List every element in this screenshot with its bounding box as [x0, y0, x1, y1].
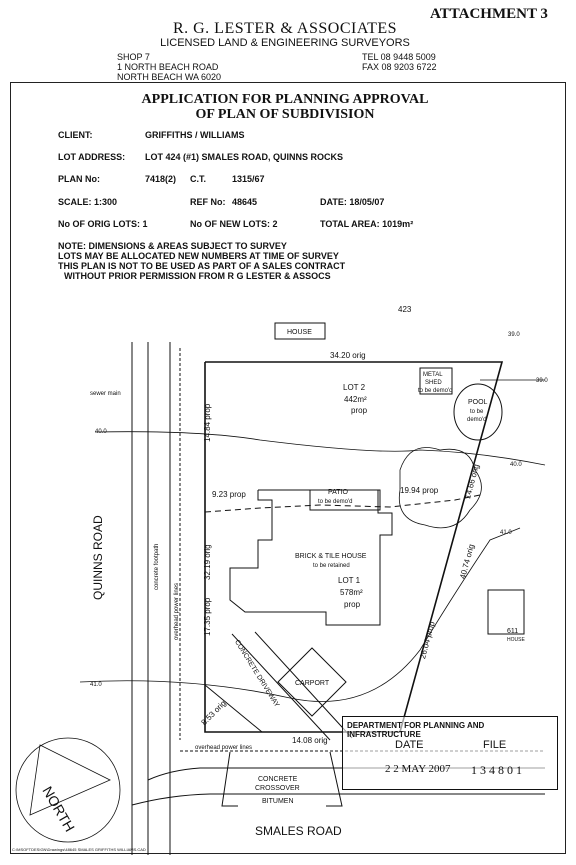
- lot1-label: LOT 1: [338, 576, 361, 585]
- dpi-stamp: [342, 716, 558, 790]
- ref-label: REF No:: [190, 197, 226, 207]
- attachment-label: ATTACHMENT 3: [430, 6, 548, 22]
- house-label: BRICK & TILE HOUSE: [295, 553, 367, 560]
- shed-label: to be demo'd: [418, 388, 453, 394]
- firm-name: R. G. LESTER & ASSOCIATES: [172, 20, 398, 37]
- contour-41b: 41.0: [500, 530, 512, 536]
- sewer-label: sewer main: [90, 391, 121, 397]
- client-value: GRIFFITHS / WILLIAMS: [145, 130, 245, 140]
- bitumen-label: BITUMEN: [262, 798, 294, 805]
- contour-39b: 39.0: [536, 378, 548, 384]
- pool-label: to be: [470, 409, 484, 415]
- contour-40b: 40.0: [510, 462, 522, 468]
- power-h-label: overhead power lines: [195, 745, 253, 751]
- crossover-edge: [326, 752, 342, 806]
- plan-value: 7418(2): [145, 174, 177, 184]
- lot-address-value: LOT 424 (#1) SMALES ROAD, QUINNS ROCKS: [145, 152, 344, 162]
- scale: SCALE: 1:300: [58, 197, 118, 207]
- lot2-label: LOT 2: [343, 383, 366, 392]
- note-line: THIS PLAN IS NOT TO BE USED AS PART OF A SALES CONTRACT: [58, 261, 346, 271]
- lot2-prop: prop: [351, 406, 368, 415]
- new-lots: No OF NEW LOTS: 2: [190, 219, 278, 229]
- address-line: SHOP 7: [117, 52, 150, 62]
- north-arrow: [30, 745, 110, 815]
- ct-label: C.T.: [190, 174, 207, 184]
- stamp-file-label: FILE: [483, 739, 507, 751]
- patio-label: to be demo'd: [318, 499, 353, 505]
- lot-boundary: [205, 362, 502, 732]
- crossover-label: CONCRETE: [258, 776, 298, 783]
- date: DATE: 18/05/07: [320, 197, 385, 207]
- title-line-1: APPLICATION FOR PLANNING APPROVAL: [141, 92, 429, 107]
- note-line: LOTS MAY BE ALLOCATED NEW NUMBERS AT TIME OF SURVEY: [58, 251, 339, 261]
- lot611-label: HOUSE: [507, 637, 525, 643]
- pool-label: demo'd: [467, 417, 487, 423]
- lot-address-label: LOT ADDRESS:: [58, 152, 126, 162]
- shed-label: SHED: [425, 380, 442, 386]
- dim-1408: 14.08 orig: [292, 736, 328, 745]
- footpath-label: concrete footpath: [154, 543, 160, 590]
- dim-1994: 19.94 prop: [400, 486, 439, 495]
- stamp-dept: DEPARTMENT FOR PLANNING AND INFRASTRUCTURE: [347, 721, 485, 739]
- ct-value: 1315/67: [232, 174, 265, 184]
- house-top-label: HOUSE: [287, 329, 312, 336]
- stamp-file: 1 3 4 8 0 1: [471, 763, 522, 777]
- title-line-2: OF PLAN OF SUBDIVISION: [195, 107, 375, 122]
- driveway-label: CONCRETE DRIVEWAY: [233, 638, 281, 709]
- lot-423-label: 423: [398, 305, 412, 314]
- note-line: NOTE: DIMENSIONS & AREAS SUBJECT TO SURVEY: [58, 241, 287, 251]
- file-path: C:\MSOFTDESIGN\Drawings\48645 SMALES GRIFFITHS WILLIAMS.CAD: [12, 847, 146, 852]
- total-area: TOTAL AREA: 1019m²: [320, 219, 414, 229]
- stamp-date: 2 2 MAY 2007: [385, 763, 451, 775]
- note-line: WITHOUT PRIOR PERMISSION FROM R G LESTER & ASSOCS: [64, 271, 331, 281]
- crossover-edge: [222, 752, 238, 806]
- carport-label: CARPORT: [295, 680, 330, 687]
- ref-value: 48645: [232, 197, 258, 207]
- lot2-area: 442m²: [344, 395, 367, 404]
- crossover-label: CROSSOVER: [255, 785, 300, 792]
- contour-39: 39.0: [508, 332, 520, 338]
- dim-923: 9.23 prop: [212, 490, 246, 499]
- dim-1466: 14.66 orig: [463, 463, 481, 500]
- patio-label: PATIO: [328, 489, 348, 496]
- client-label: CLIENT:: [58, 130, 93, 140]
- address-line: 1 NORTH BEACH ROAD: [117, 62, 219, 72]
- dim-top: 34.20 orig: [330, 351, 366, 360]
- address-line: NORTH BEACH WA 6020: [117, 72, 222, 82]
- dim-1484: 14.84 prop: [203, 403, 212, 442]
- power-v-label: overhead power lines: [174, 582, 180, 640]
- house-611: [488, 590, 524, 634]
- pool-label: POOL: [468, 399, 488, 406]
- shed-label: METAL: [423, 372, 443, 378]
- quinns-road-label: QUINNS ROAD: [91, 515, 105, 600]
- firm-subtitle: LICENSED LAND & ENGINEERING SURVEYORS: [160, 37, 410, 49]
- stamp-date-label: DATE: [395, 739, 424, 751]
- house-label: to be retained: [313, 563, 350, 569]
- road-edge: [132, 794, 545, 805]
- plan-label: PLAN No:: [58, 174, 100, 184]
- lot611-label: 611: [507, 628, 519, 635]
- lot1-area: 578m²: [340, 588, 363, 597]
- contour-40: 40.0: [95, 429, 107, 435]
- dim-1735: 17.35 prop: [203, 597, 212, 636]
- orig-lots: No OF ORIG LOTS: 1: [58, 219, 148, 229]
- tel: TEL 08 9448 5009: [362, 52, 436, 62]
- dim-3219: 32.19 orig: [203, 544, 212, 580]
- dim-4074: 40.74 orig: [458, 543, 476, 580]
- lot1-prop: prop: [344, 600, 361, 609]
- north-label: NORTH: [39, 783, 79, 835]
- dim-2604: 26.04 prop: [418, 620, 437, 660]
- dim-853: 8.53 orig: [199, 698, 228, 728]
- smales-road-label: SMALES ROAD: [255, 824, 342, 838]
- fax: FAX 08 9203 6722: [362, 62, 437, 72]
- contour-41: 41.0: [90, 682, 102, 688]
